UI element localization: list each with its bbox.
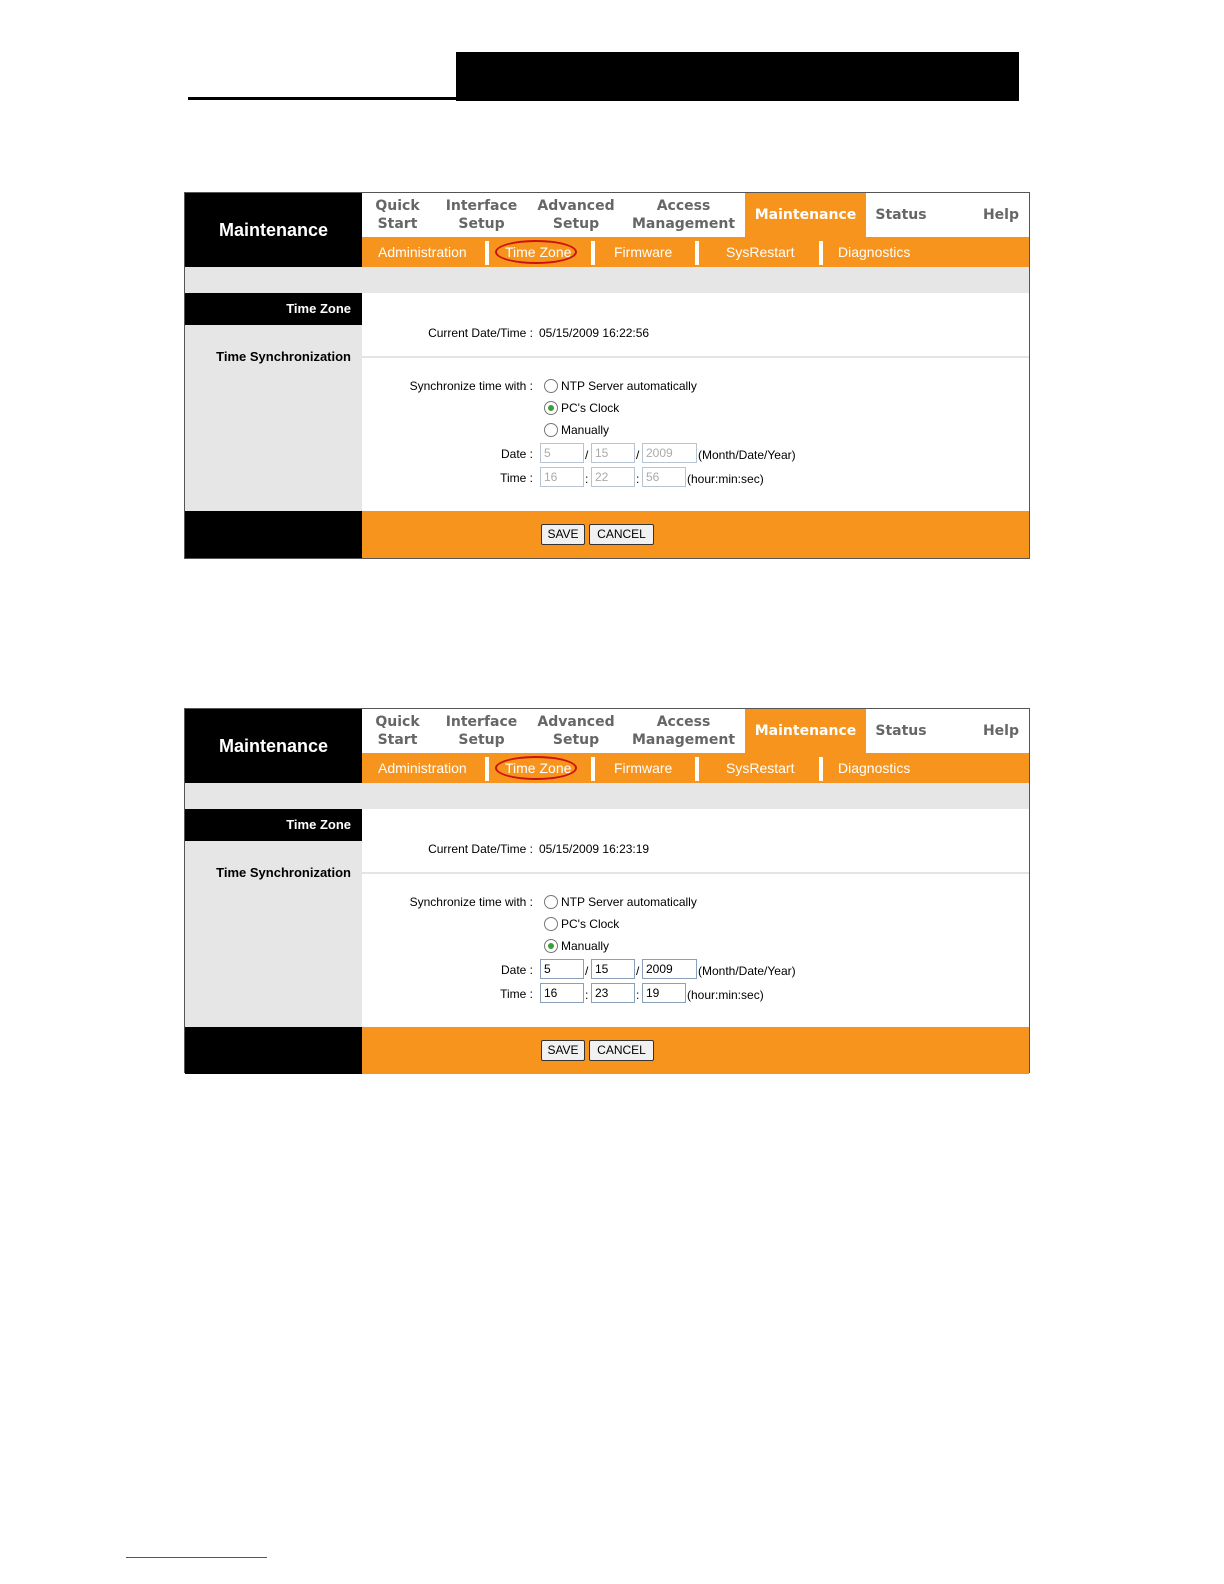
submenu-time-zone[interactable]: Time Zone bbox=[505, 244, 572, 260]
time-min-input[interactable]: 22 bbox=[591, 467, 635, 487]
footer-left bbox=[185, 511, 362, 558]
sub-menu bbox=[362, 237, 1029, 267]
submenu-separator bbox=[485, 241, 489, 265]
menu-label: Access Management bbox=[631, 714, 736, 748]
time-sec-input[interactable]: 56 bbox=[642, 467, 686, 487]
radio-label: PC's Clock bbox=[561, 401, 620, 415]
divider bbox=[362, 356, 1029, 358]
radio-pc-clock[interactable] bbox=[544, 399, 619, 417]
radio-button[interactable] bbox=[544, 401, 558, 415]
date-separator: / bbox=[636, 964, 640, 978]
router-panel-manual bbox=[184, 708, 1030, 1073]
time-separator: : bbox=[585, 988, 589, 1002]
menu-label: Quick Start bbox=[375, 198, 420, 232]
submenu-separator bbox=[695, 241, 699, 265]
submenu-separator bbox=[819, 757, 823, 781]
menu-quick-start[interactable] bbox=[362, 193, 433, 237]
menu-label: Advanced Setup bbox=[537, 714, 615, 748]
save-button[interactable]: SAVE bbox=[541, 524, 585, 545]
submenu-separator bbox=[485, 757, 489, 781]
radio-button[interactable] bbox=[544, 895, 558, 909]
time-separator: : bbox=[636, 988, 640, 1002]
radio-label: NTP Server automatically bbox=[561, 895, 697, 909]
menu-label: Access Management bbox=[631, 198, 736, 232]
menu-label: Advanced Setup bbox=[537, 198, 615, 232]
main-menu bbox=[362, 193, 1029, 237]
menu-label: Quick Start bbox=[375, 714, 420, 748]
date-label: Date : bbox=[500, 447, 533, 461]
menu-access-management[interactable] bbox=[622, 709, 745, 753]
section-title: Time Zone bbox=[185, 809, 362, 841]
date-format-hint: (Month/Date/Year) bbox=[698, 964, 796, 978]
left-column bbox=[185, 809, 362, 1027]
menu-status[interactable] bbox=[866, 709, 936, 753]
date-separator: / bbox=[636, 448, 640, 462]
submenu-separator bbox=[591, 241, 595, 265]
cancel-button[interactable]: CANCEL bbox=[589, 524, 654, 545]
time-label: Time : bbox=[500, 471, 533, 485]
date-label: Date : bbox=[500, 963, 533, 977]
time-format-hint: (hour:min:sec) bbox=[687, 472, 764, 486]
menu-status[interactable] bbox=[866, 193, 936, 237]
section-subtitle: Time Synchronization bbox=[216, 349, 351, 364]
time-min-input[interactable]: 23 bbox=[591, 983, 635, 1003]
radio-manually[interactable] bbox=[544, 937, 609, 955]
menu-label: Interface Setup bbox=[445, 198, 518, 232]
radio-manually[interactable] bbox=[544, 421, 609, 439]
current-datetime-label: Current Date/Time : bbox=[428, 842, 533, 856]
logo-title: Maintenance bbox=[185, 709, 362, 783]
menu-label: Maintenance bbox=[754, 723, 857, 739]
menu-help[interactable] bbox=[936, 193, 1029, 237]
current-datetime-value: 05/15/2009 16:23:19 bbox=[539, 842, 650, 856]
date-month-input[interactable]: 5 bbox=[540, 443, 584, 463]
menu-label: Help bbox=[982, 723, 1019, 739]
submenu-diagnostics[interactable]: Diagnostics bbox=[838, 760, 911, 776]
radio-label: NTP Server automatically bbox=[561, 379, 697, 393]
time-hour-input[interactable]: 16 bbox=[540, 467, 584, 487]
submenu-sysrestart[interactable]: SysRestart bbox=[726, 244, 795, 260]
radio-label: Manually bbox=[561, 423, 610, 437]
gray-band bbox=[185, 783, 1029, 809]
sync-with-label: Synchronize time with : bbox=[409, 379, 533, 393]
menu-label: Status bbox=[875, 207, 927, 223]
time-sec-input[interactable]: 19 bbox=[642, 983, 686, 1003]
date-day-input[interactable]: 15 bbox=[591, 959, 635, 979]
submenu-diagnostics[interactable]: Diagnostics bbox=[838, 244, 911, 260]
left-column bbox=[185, 293, 362, 511]
radio-label: PC's Clock bbox=[561, 917, 620, 931]
radio-pc-clock[interactable] bbox=[544, 915, 619, 933]
submenu-administration[interactable]: Administration bbox=[378, 760, 467, 776]
header-black-bar bbox=[456, 52, 1019, 101]
current-datetime-label: Current Date/Time : bbox=[428, 326, 533, 340]
date-separator: / bbox=[585, 964, 589, 978]
radio-button[interactable] bbox=[544, 379, 558, 393]
date-month-input[interactable]: 5 bbox=[540, 959, 584, 979]
submenu-separator bbox=[819, 241, 823, 265]
menu-label: Maintenance bbox=[754, 207, 857, 223]
menu-interface-setup[interactable] bbox=[433, 193, 530, 237]
cancel-button[interactable]: CANCEL bbox=[589, 1040, 654, 1061]
submenu-separator bbox=[695, 757, 699, 781]
time-label: Time : bbox=[500, 987, 533, 1001]
submenu-sysrestart[interactable]: SysRestart bbox=[726, 760, 795, 776]
submenu-firmware[interactable]: Firmware bbox=[614, 244, 673, 260]
radio-button[interactable] bbox=[544, 917, 558, 931]
time-hour-input[interactable]: 16 bbox=[540, 983, 584, 1003]
logo-title: Maintenance bbox=[185, 193, 362, 267]
radio-ntp-server[interactable] bbox=[544, 377, 697, 395]
section-title: Time Zone bbox=[185, 293, 362, 325]
submenu-time-zone[interactable]: Time Zone bbox=[505, 760, 572, 776]
sub-menu bbox=[362, 753, 1029, 783]
menu-quick-start[interactable] bbox=[362, 709, 433, 753]
radio-button[interactable] bbox=[544, 423, 558, 437]
gray-band bbox=[185, 267, 1029, 293]
menu-label: Status bbox=[875, 723, 927, 739]
footer-left bbox=[185, 1027, 362, 1074]
menu-help[interactable] bbox=[936, 709, 1029, 753]
current-datetime-value: 05/15/2009 16:22:56 bbox=[539, 326, 650, 340]
radio-label: Manually bbox=[561, 939, 610, 953]
menu-maintenance[interactable] bbox=[745, 709, 866, 753]
footer-bar bbox=[362, 1027, 1029, 1074]
time-separator: : bbox=[636, 472, 640, 486]
footer-link-underline bbox=[126, 1557, 267, 1558]
date-day-input[interactable]: 15 bbox=[591, 443, 635, 463]
sync-with-label: Synchronize time with : bbox=[409, 895, 533, 909]
radio-ntp-server[interactable] bbox=[544, 893, 697, 911]
menu-access-management[interactable] bbox=[622, 193, 745, 237]
footer-bar bbox=[362, 511, 1029, 558]
time-separator: : bbox=[585, 472, 589, 486]
date-separator: / bbox=[585, 448, 589, 462]
date-year-input[interactable]: 2009 bbox=[642, 959, 697, 979]
header-rule bbox=[188, 97, 458, 100]
radio-button[interactable] bbox=[544, 939, 558, 953]
menu-advanced-setup[interactable] bbox=[530, 193, 622, 237]
menu-label: Interface Setup bbox=[445, 714, 518, 748]
router-panel-pc-clock bbox=[184, 192, 1030, 559]
main-menu bbox=[362, 709, 1029, 753]
date-format-hint: (Month/Date/Year) bbox=[698, 448, 796, 462]
date-year-input[interactable]: 2009 bbox=[642, 443, 697, 463]
menu-advanced-setup[interactable] bbox=[530, 709, 622, 753]
menu-label: Help bbox=[982, 207, 1019, 223]
save-button[interactable]: SAVE bbox=[541, 1040, 585, 1061]
submenu-firmware[interactable]: Firmware bbox=[614, 760, 673, 776]
submenu-separator bbox=[591, 757, 595, 781]
menu-interface-setup[interactable] bbox=[433, 709, 530, 753]
divider bbox=[362, 872, 1029, 874]
submenu-administration[interactable]: Administration bbox=[378, 244, 467, 260]
section-subtitle: Time Synchronization bbox=[216, 865, 351, 880]
time-format-hint: (hour:min:sec) bbox=[687, 988, 764, 1002]
menu-maintenance[interactable] bbox=[745, 193, 866, 237]
